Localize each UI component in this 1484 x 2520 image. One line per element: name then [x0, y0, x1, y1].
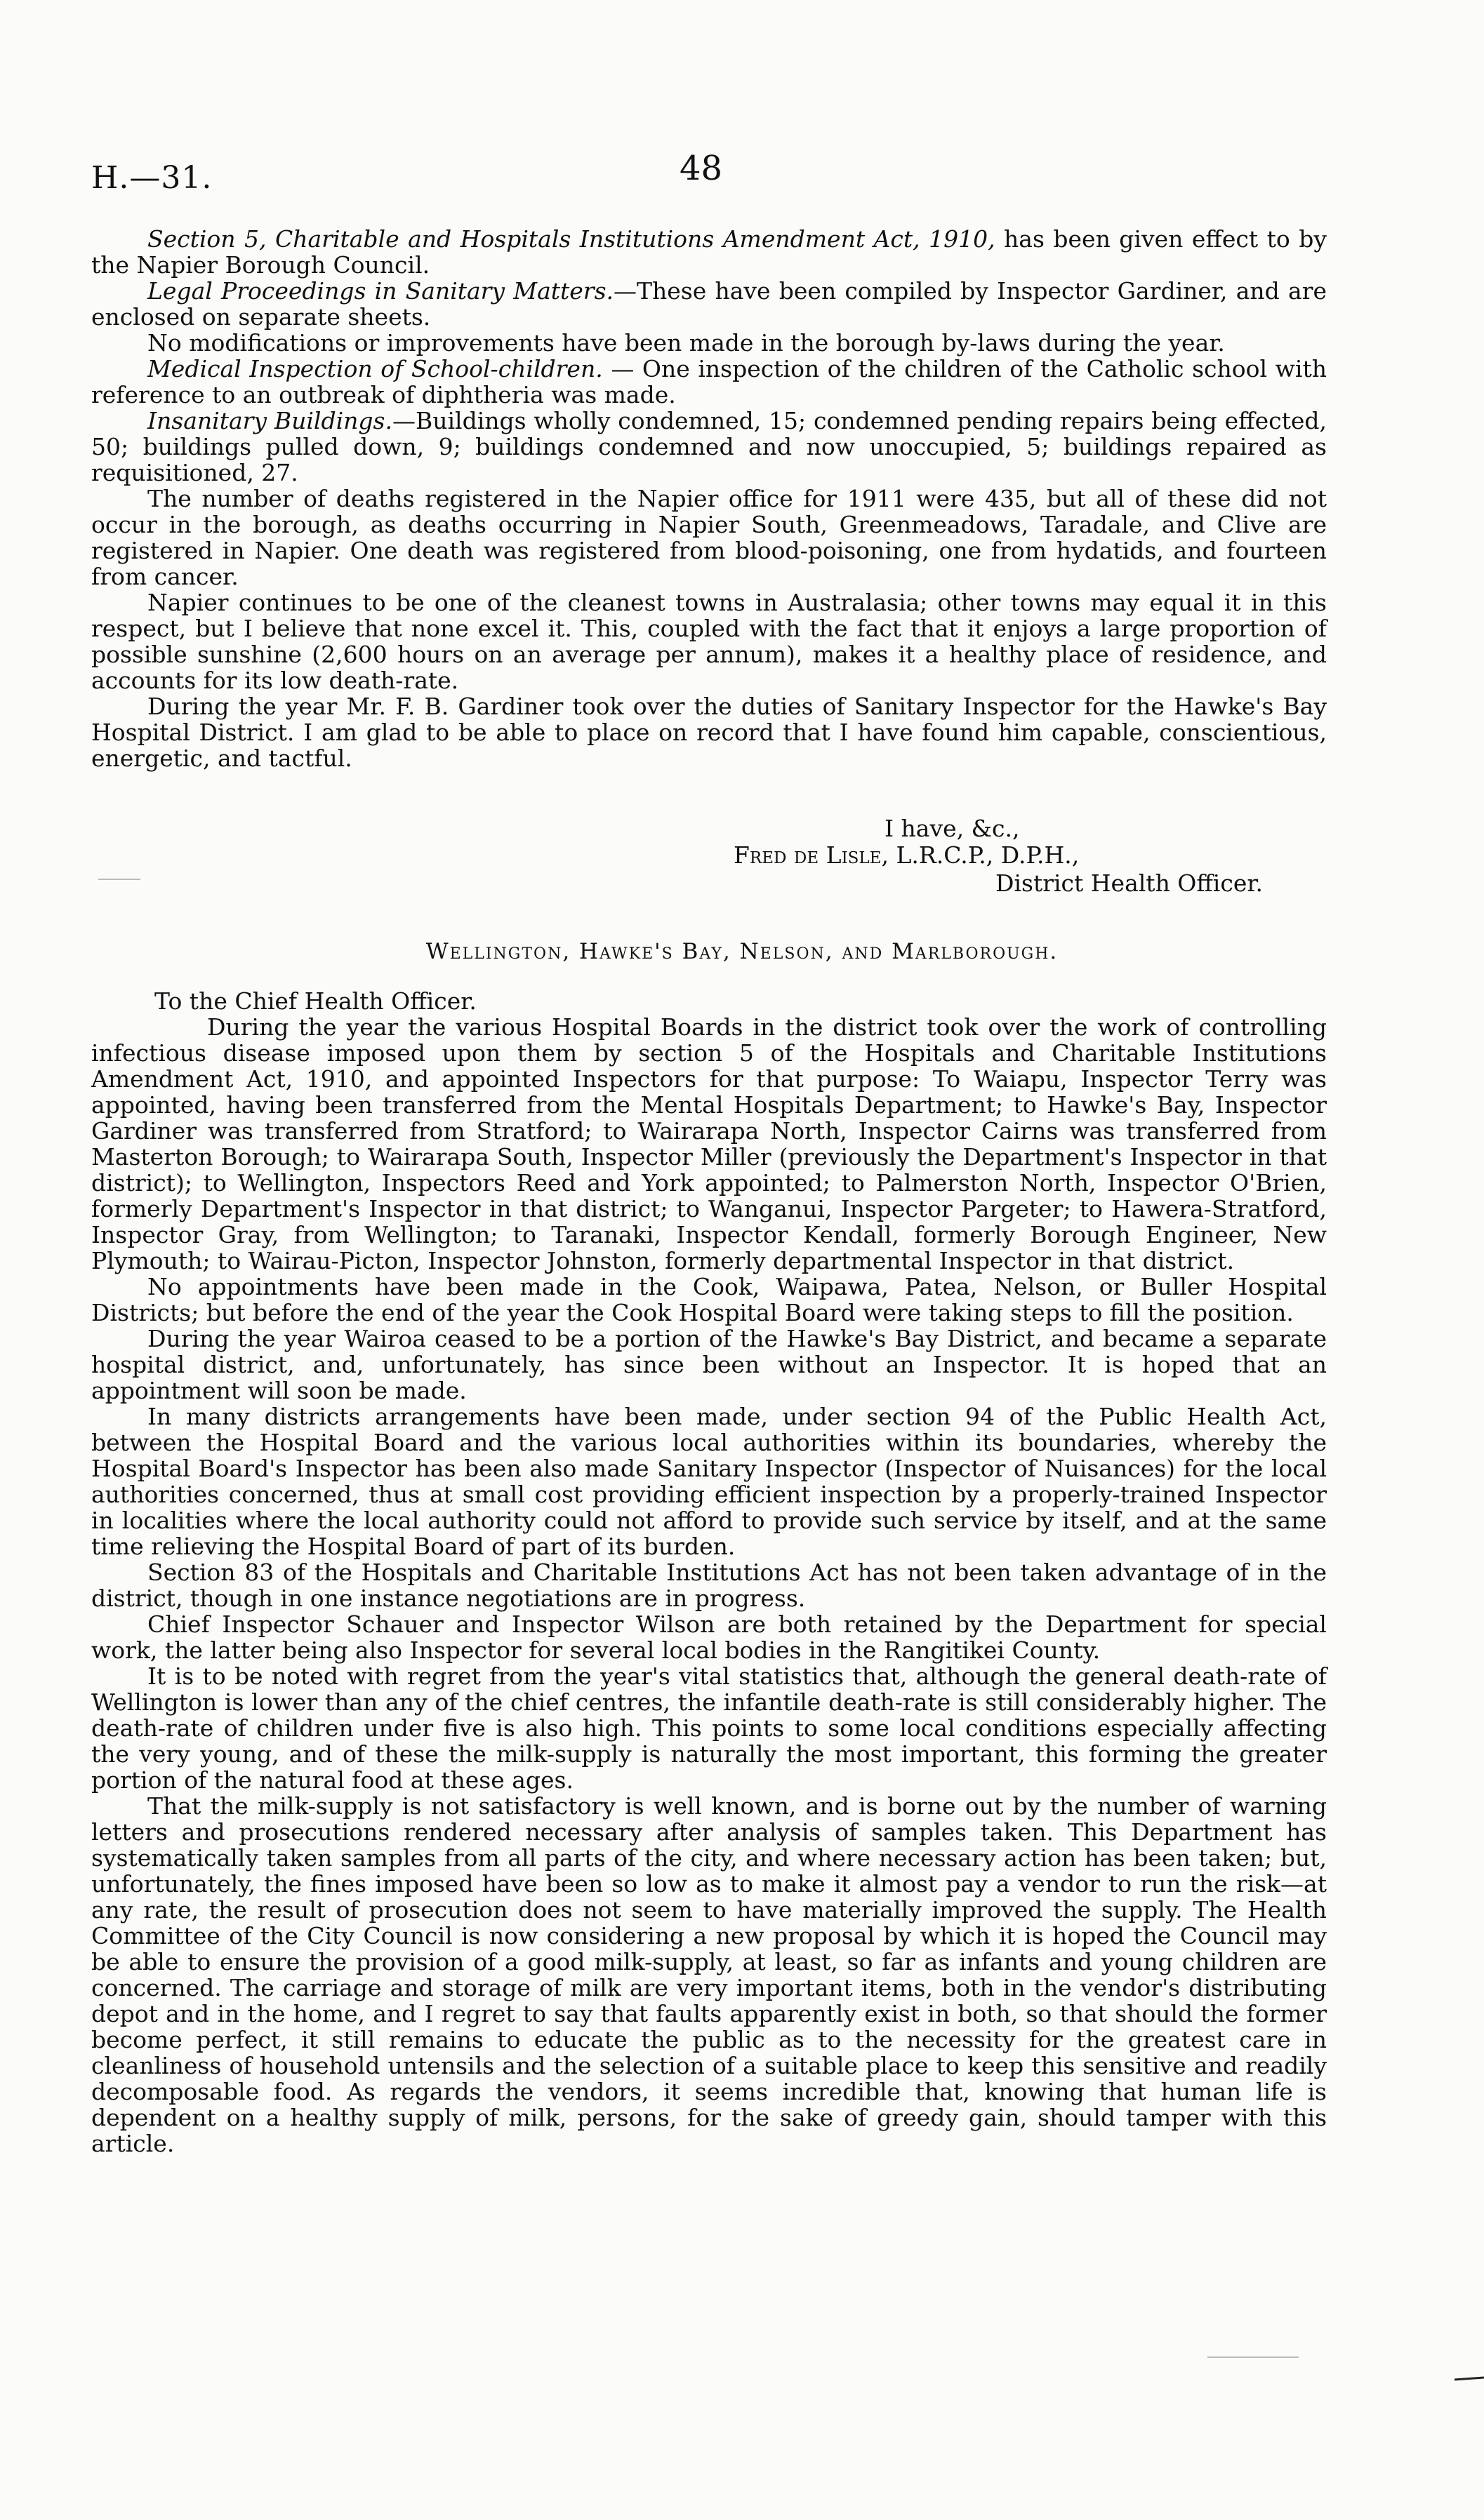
paragraph-text: has been given effect to by the Napier Borough Council. [91, 225, 1327, 279]
paragraph: Chief Inspector Schauer and Inspector Wilson are both retained by the Department for special work, the latter being also Inspector for several local bodies in the Rangitikei County. [91, 1611, 1327, 1664]
napier-report-body [91, 226, 1327, 771]
signature-title: District Health Officer. [995, 869, 1264, 897]
signature-closing: I have, &c., [885, 815, 1020, 842]
paragraph: In many districts arrangements have been made, under section 94 of the Public Health Act, between the Hospital Board and the various local authorities within its boundaries, whereby the Hospital Board's Inspector has been also made Sanitary Inspector (Inspector of Nuisances) for the local authorities concerned, thus at small cost providing efficient inspection by a properly-trained Inspector in localities where the local authority could not afford to provide such service by itself, and at the same time relieving the Hospital Board of part of its burden. [91, 1403, 1327, 1560]
addressee: To the Chief Health Officer. [154, 987, 477, 1015]
paragraph [91, 408, 1327, 486]
paragraph-title: Insanitary Buildings. [147, 407, 392, 434]
paragraph [91, 356, 1327, 408]
paragraph [91, 330, 1327, 356]
paragraph-text: No modifications or improvements have been made in the borough by-laws during the year. [147, 329, 1225, 356]
paragraph: During the year the various Hospital Boards in the district took over the work of controlling infectious disease imposed upon them by section 5 of the Hospitals and Charitable Institutions Amendment Act, 1910, and appointed Inspectors for that purpose: To Waiapu, Inspector Terry was appointed, having been transferred from the Mental Hospitals Department; to Hawke's Bay, Inspector Gardiner was transferred from Stratford; to Wairarapa North, Inspector Cairns was transferred from Masterton Borough; to Wairarapa South, Inspector Miller (previously the Department's Inspector in that district); to Wellington, Inspectors Reed and York appointed; to Palmerston North, Inspector O'Brien, formerly Department's Inspector in that district; to Wanganui, Inspector Pargeter; to Hawera-Stratford, Inspector Gray, from Wellington; to Taranaki, Inspector Kendall, formerly Borough Engineer, New Plymouth; to Wairau-Picton, Inspector Johnston, formerly departmental Inspector in that district. [91, 1013, 1327, 1274]
signature-qualifications: L.R.C.P., D.P.H., [888, 841, 1080, 869]
paragraph-text: —These have been compiled by Inspector Gardiner, and are enclosed on separate sheets. [91, 277, 1327, 331]
paragraph-text: Napier continues to be one of the cleanest towns in Australasia; other towns may equal it in this respect, but I believe that none excel it. This, coupled with the fact that it enjoys a large proportion of possible sunshine (2,600 hours on an average per annum), makes it a healthy place of residence, and accounts for its low death-rate. [91, 589, 1327, 694]
paragraph-text: — One inspection of the children of the Catholic school with reference to an outbreak of diphtheria was made. [91, 355, 1327, 408]
paragraph-text: The number of deaths registered in the Napier office for 1911 were 435, but all of these did not occur in the borough, as deaths occurring in Napier South, Greenmeadows, Taradale, and Clive are registered in Napier. One death was registered from blood-poisoning, one from hydatids, and fourteen from cancer. [91, 485, 1327, 590]
paragraph-title: Section 5, Charitable and Hospitals Institutions Amendment Act, 1910, [147, 225, 995, 253]
signature-name: Fred de Lisle, [734, 841, 889, 869]
paragraph: It is to be noted with regret from the year's vital statistics that, although the general death-rate of Wellington is lower than any of the chief centres, the infantile death-rate is still considerably higher. The death-rate of children under five is also high. This points to some local conditions especially affecting the very young, and of these the milk-supply is naturally the most important, this forming the greater portion of the natural food at these ages. [91, 1662, 1327, 1794]
paragraph [91, 226, 1327, 278]
paragraph [91, 589, 1327, 693]
paragraph: That the milk-supply is not satisfactory is well known, and is borne out by the number of warning letters and prosecutions rendered necessary after analysis of samples taken. This Department has systematically taken samples from all parts of the city, and where necessary action has been taken; but, unfortunately, the fines imposed have been so low as to make it almost pay a vendor to run the risk—at any rate, the result of prosecution does not seem to have materially improved the supply. The Health Committee of the City Council is now considering a new proposal by which it is hoped the Council may be able to ensure the provision of a good milk-supply, at least, so far as infants and young children are concerned. The carriage and storage of milk are very important items, both in the vendor's distributing depot and in the home, and I regret to say that faults apparently exist in both, so that should the former become perfect, it still remains to educate the public as to the necessity for the greatest care in cleanliness of household untensils and the selection of a suitable place to keep this sensitive and readily decomposable food. As regards the vendors, it seems incredible that, knowing that human life is dependent on a healthy supply of milk, persons, for the sake of greedy gain, should tamper with this article. [91, 1792, 1327, 2157]
paragraph-title: Legal Proceedings in Sanitary Matters. [147, 277, 614, 305]
paragraph-text: During the year Mr. F. B. Gardiner took over the duties of Sanitary Inspector for the Hawke's Bay Hospital District. I am glad to be able to place on record that I have found him capable, conscientious, energetic, and tactful. [91, 693, 1327, 772]
paragraph: Section 83 of the Hospitals and Charitable Institutions Act has not been taken advantage of in the district, though in one instance negotiations are in progress. [91, 1559, 1327, 1612]
print-speck [1207, 2356, 1299, 2358]
paragraph [91, 278, 1327, 330]
paragraph-title: Medical Inspection of School-children. [147, 355, 603, 382]
print-speck [98, 879, 140, 880]
paragraph: No appointments have been made in the Cook, Waipawa, Patea, Nelson, or Buller Hospital Districts; but before the end of the year the Cook Hospital Board were taking steps to fill the position. [91, 1273, 1327, 1326]
page-number: 48 [680, 149, 723, 188]
margin-ink-mark [1455, 2377, 1484, 2381]
paragraph [91, 486, 1327, 589]
report-code: H.—31. [91, 160, 213, 196]
paragraph: During the year Wairoa ceased to be a portion of the Hawke's Bay District, and became a separate hospital district, and, unfortunately, has since been without an Inspector. It is hoped that an appointment will soon be made. [91, 1325, 1327, 1404]
section-heading: Wellington, Hawke's Bay, Nelson, and Marlborough. [425, 939, 1059, 964]
signature-name-line [734, 842, 1079, 868]
wellington-report-body [91, 988, 1327, 2156]
paragraph-text: —Buildings wholly condemned, 15; condemned pending repairs being effected, 50; buildings pulled down, 9; buildings condemned and now unoccupied, 5; buildings repaired as requisitioned, 27. [91, 407, 1327, 486]
paragraph [91, 693, 1327, 771]
